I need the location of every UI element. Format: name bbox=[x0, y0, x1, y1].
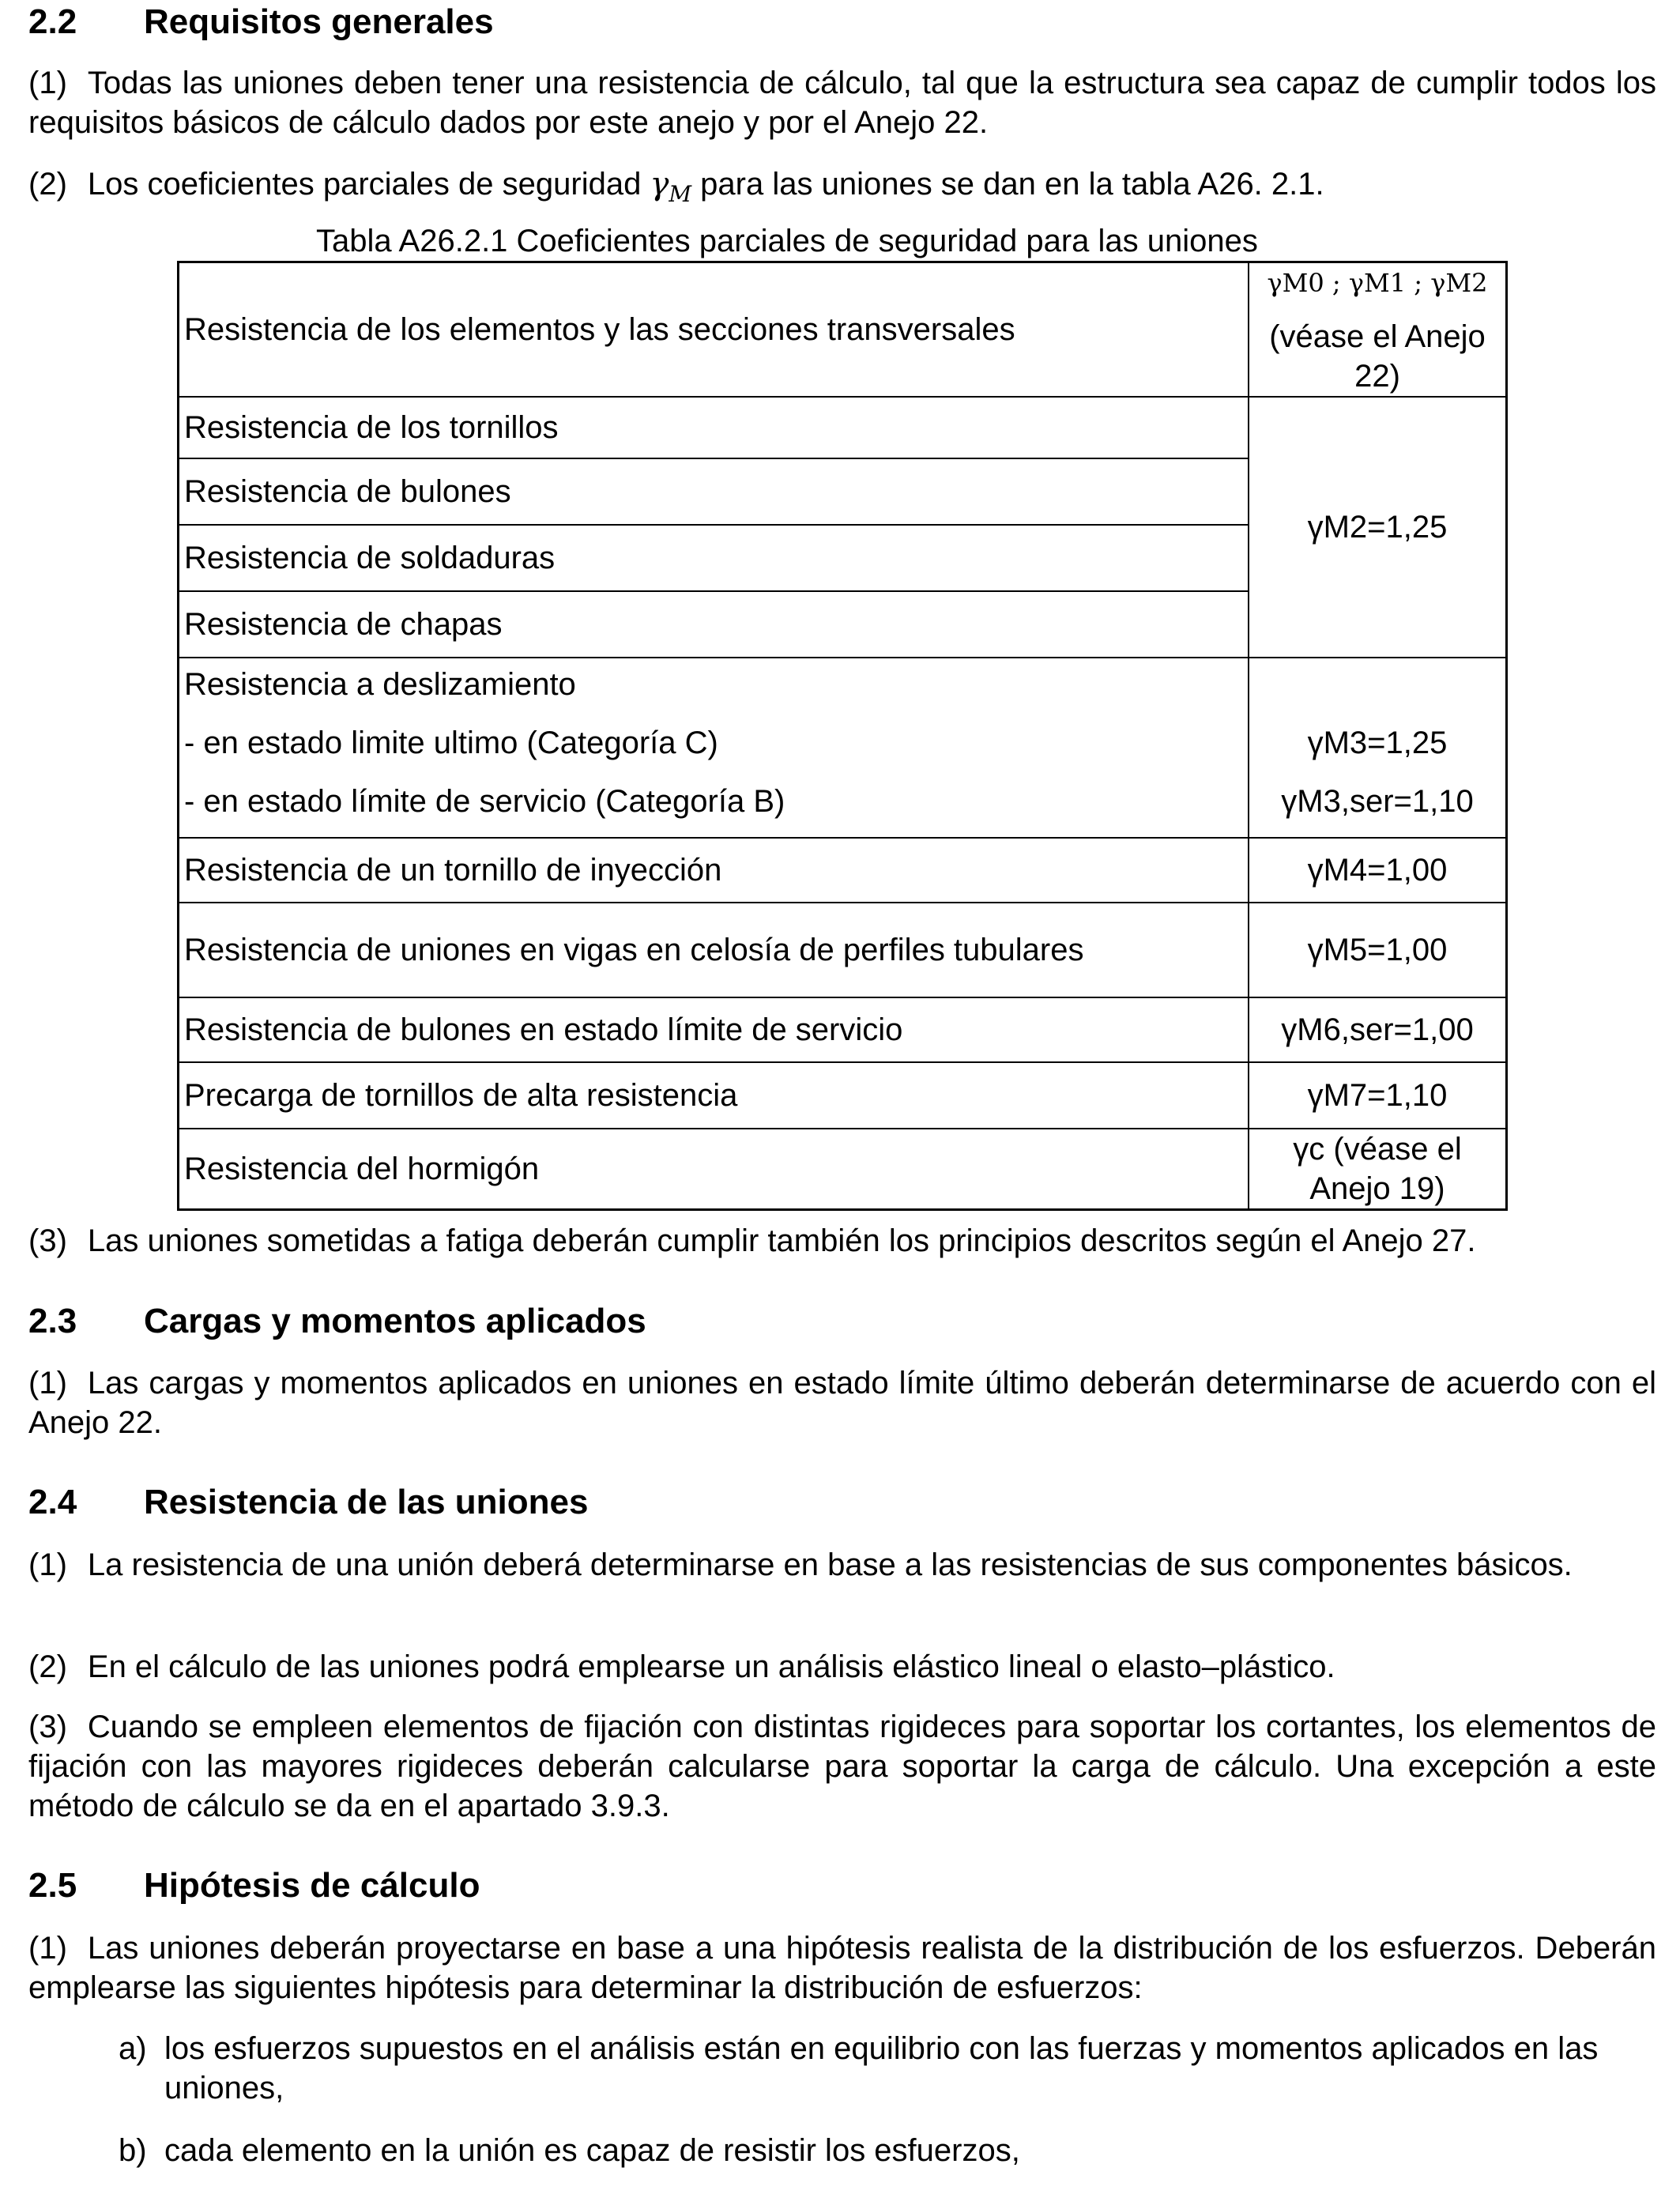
table-row bbox=[179, 903, 1507, 997]
slip-uls-label: - en estado limite ultimo (Categoría C) bbox=[184, 726, 718, 760]
section-title: Resistencia de las uniones bbox=[144, 1483, 589, 1521]
gamma-m2-value: γM2=1,25 bbox=[1307, 510, 1448, 545]
row-value: γM4=1,00 bbox=[1249, 838, 1507, 903]
section-title: Requisitos generales bbox=[144, 2, 494, 41]
paragraph-2-2-2 bbox=[28, 164, 1656, 214]
row-value bbox=[1249, 262, 1507, 398]
gamma-m-symbol bbox=[650, 166, 692, 207]
section-number: 2.5 bbox=[28, 1866, 77, 1905]
gamma-m3-ser-value: γM3,ser=1,10 bbox=[1281, 784, 1474, 819]
row-label bbox=[179, 658, 1249, 838]
list-text: cada elemento en la unión es capaz de resistir los esfuerzos, bbox=[164, 2133, 1020, 2168]
paragraph-2-2-1 bbox=[28, 63, 1656, 142]
section-2-4-heading bbox=[28, 1482, 588, 1523]
paragraph-number: (1) bbox=[28, 1547, 67, 1582]
list-item-a bbox=[119, 2029, 1656, 2108]
table-row bbox=[179, 1062, 1507, 1129]
paragraph-number: (3) bbox=[28, 1710, 67, 1744]
paragraph-number: (1) bbox=[28, 1366, 67, 1400]
gamma-subscript: M bbox=[669, 181, 692, 207]
row-label: Resistencia de un tornillo de inyección bbox=[179, 838, 1249, 903]
paragraph-2-5-1 bbox=[28, 1928, 1656, 2007]
paragraph-number: (1) bbox=[28, 1931, 67, 1966]
section-2-3-heading bbox=[28, 1301, 646, 1342]
paragraph-2-4-1 bbox=[28, 1545, 1656, 1585]
row-value: γM6,ser=1,00 bbox=[1249, 997, 1507, 1062]
table-row bbox=[179, 1129, 1507, 1210]
row-label: Resistencia de soldaduras bbox=[179, 525, 1249, 591]
row-value: γM7=1,10 bbox=[1249, 1062, 1507, 1129]
row-label: Resistencia del hormigón bbox=[179, 1129, 1249, 1210]
spacer bbox=[1254, 665, 1501, 723]
paragraph-number: (1) bbox=[28, 66, 67, 100]
list-item-b bbox=[119, 2131, 1656, 2170]
slip-sls-label: - en estado límite de servicio (Categoría B) bbox=[184, 784, 785, 819]
paragraph-number: (3) bbox=[28, 1223, 67, 1258]
paragraph-text: En el cálculo de las uniones podrá emplearse un análisis elástico lineal o elasto–plástico. bbox=[87, 1649, 1335, 1684]
row-value bbox=[1249, 658, 1507, 838]
row-value bbox=[1249, 397, 1507, 658]
paragraph-text: Todas las uniones deben tener una resistencia de cálculo, tal que la estructura sea capaz de cumplir todos los requisitos básicos de cálculo dados por este anejo y por el Anejo 22. bbox=[28, 66, 1656, 140]
table-row bbox=[179, 397, 1507, 458]
section-title: Cargas y momentos aplicados bbox=[144, 1302, 646, 1340]
row-value: γM5=1,00 bbox=[1249, 903, 1507, 997]
section-number: 2.4 bbox=[28, 1483, 77, 1521]
paragraph-text: Los coeficientes parciales de seguridad bbox=[87, 167, 642, 202]
paragraph-text: La resistencia de una unión deberá determinarse en base a las resistencias de sus componentes básicos. bbox=[87, 1547, 1573, 1582]
table-caption: Tabla A26.2.1 Coeficientes parciales de seguridad para las uniones bbox=[316, 224, 1258, 258]
paragraph-text-tail: para las uniones se dan en la tabla A26. 2.1. bbox=[700, 167, 1324, 202]
paragraph-text: Las uniones sometidas a fatiga deberán cumplir también los principios descritos según el Anejo 27. bbox=[87, 1223, 1476, 1258]
list-label: a) bbox=[119, 2031, 147, 2066]
table-row bbox=[179, 997, 1507, 1062]
row-label: Precarga de tornillos de alta resistencia bbox=[179, 1062, 1249, 1129]
paragraph-text: Cuando se empleen elementos de fijación con distintas rigideces para soportar los cortantes, los elementos de fijación con las mayores rigideces deberán calcularse para soportar la carga de cálculo. Una excepción a este método de cálculo se da en el apartado 3.9.3. bbox=[28, 1710, 1656, 1823]
slip-title: Resistencia a deslizamiento bbox=[184, 667, 576, 702]
paragraph-text: Las uniones deberán proyectarse en base a una hipótesis realista de la distribución de los esfuerzos. Deberán emplearse las siguientes hipótesis para determinar la distribución de esfuerzos: bbox=[28, 1931, 1656, 2005]
section-title: Hipótesis de cálculo bbox=[144, 1866, 480, 1905]
paragraph-text: Las cargas y momentos aplicados en uniones en estado límite último deberán determinarse de acuerdo con el Anejo 22. bbox=[28, 1366, 1656, 1440]
row-label: Resistencia de bulones en estado límite de servicio bbox=[179, 997, 1249, 1062]
table-row bbox=[179, 262, 1507, 398]
section-2-2-heading bbox=[28, 2, 494, 43]
gamma-m3-value: γM3=1,25 bbox=[1307, 726, 1448, 760]
gamma-glyph: γ bbox=[650, 166, 669, 202]
table-row bbox=[179, 658, 1507, 838]
paragraph-2-4-2 bbox=[28, 1647, 1656, 1687]
list-text: los esfuerzos supuestos en el análisis están en equilibrio con las fuerzas y momentos aplicados en las uniones, bbox=[164, 2031, 1599, 2105]
section-number: 2.3 bbox=[28, 1302, 77, 1340]
partial-factors-table bbox=[177, 261, 1508, 1211]
row-value: γc (véase el Anejo 19) bbox=[1249, 1129, 1507, 1210]
paragraph-2-4-3 bbox=[28, 1707, 1656, 1826]
table-row bbox=[179, 838, 1507, 903]
row-label: Resistencia de chapas bbox=[179, 591, 1249, 658]
paragraph-number: (2) bbox=[28, 167, 67, 202]
row-label: Resistencia de bulones bbox=[179, 458, 1249, 525]
row-label: Resistencia de los elementos y las secciones transversales bbox=[179, 262, 1249, 398]
section-number: 2.2 bbox=[28, 2, 77, 41]
paragraph-number: (2) bbox=[28, 1649, 67, 1684]
row-label: Resistencia de los tornillos bbox=[179, 397, 1249, 458]
gamma-factors-line: γM0 ; γM1 ; γM2 bbox=[1267, 268, 1488, 298]
row-label: Resistencia de uniones en vigas en celosía de perfiles tubulares bbox=[179, 903, 1249, 997]
list-label: b) bbox=[119, 2133, 147, 2168]
paragraph-2-3-1 bbox=[28, 1363, 1656, 1442]
paragraph-2-2-3 bbox=[28, 1221, 1656, 1261]
annex-reference: (véase el Anejo 22) bbox=[1269, 319, 1486, 394]
section-2-5-heading bbox=[28, 1865, 480, 1906]
